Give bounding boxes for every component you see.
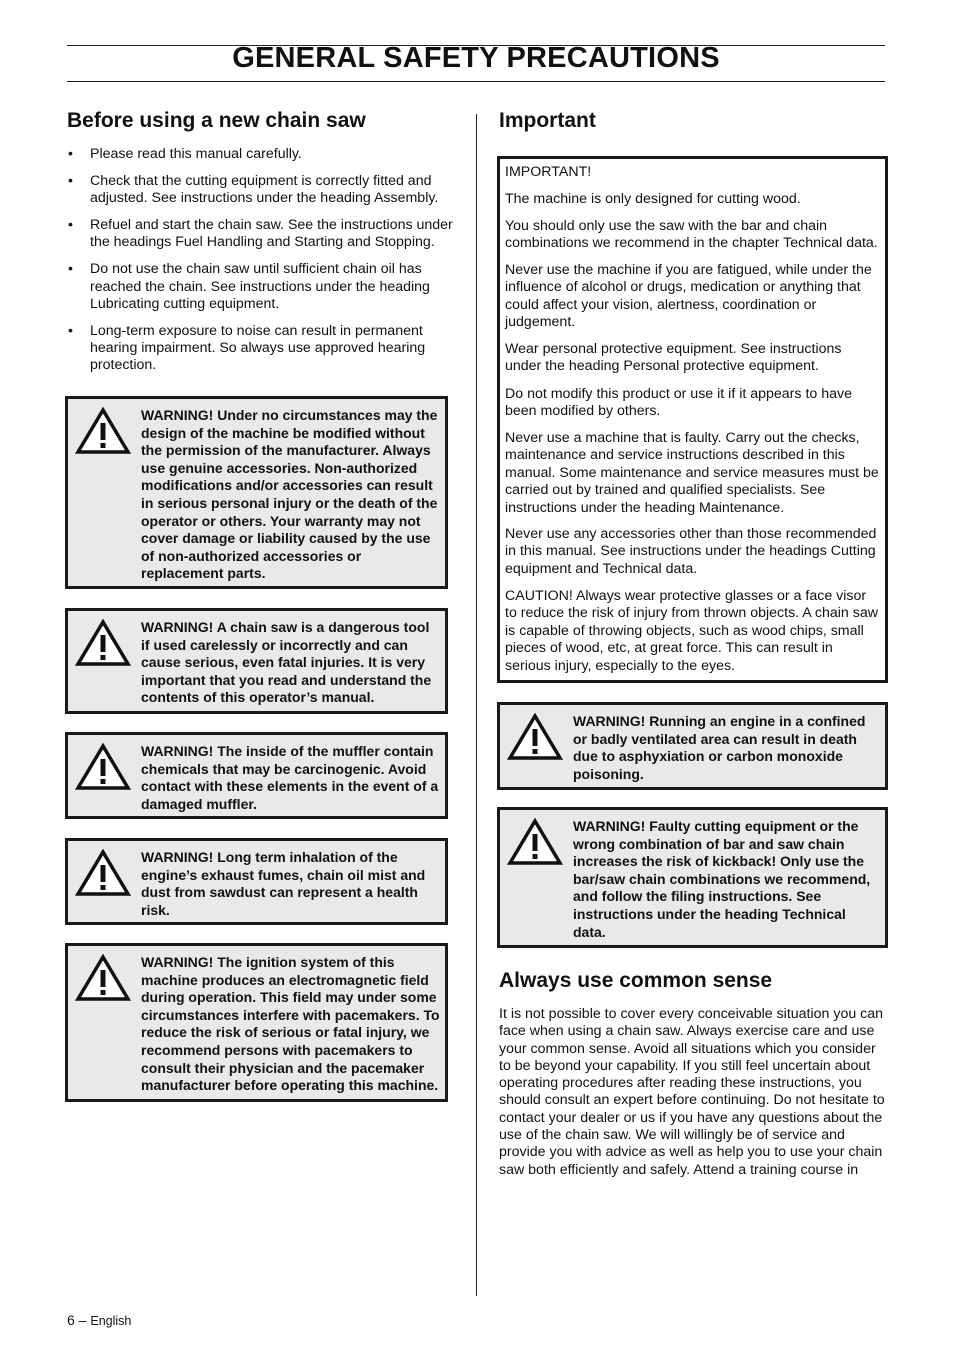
important-paragraph: CAUTION! Always wear protective glasses or a face visor to reduce the risk of injury from thrown objects. A chain saw is capable of throwing objects, such as wood chips, small pieces of wood, etc, at great force. This can result in serious injury, especially to the eyes. (505, 588, 878, 674)
warning-text: WARNING! Long term inhalation of the engine’s exhaust fumes, chain oil mist and dust from sawdust can represent a health risk. (141, 849, 426, 918)
footer-language: English (90, 1314, 132, 1328)
important-paragraph: Wear personal protective equipment. See instructions under the heading Personal protective equipment. (505, 341, 842, 375)
list-item: • Please read this manual carefully. (67, 146, 457, 163)
common-sense-paragraph: It is not possible to cover every conceivable situation you can face when using a chain saw. Always exercise care and use your common sense. Avoid all situations which you consider to be beyond your capability. If you still feel uncertain about operating procedures after reading these instructions, you should consult an expert before continuing. Do not hesitate to contact your dealer or us if you have any questions about the use of the chain saw. We will willingly be of service and provide you with advice as well as help you to use your chain saw both efficiently and safely. Attend a training course in (499, 1006, 885, 1178)
list-item: • Long-term exposure to noise can result in permanent hearing impairment. So always use approved hearing protection. (67, 323, 457, 375)
page-title: GENERAL SAFETY PRECAUTIONS (232, 42, 720, 74)
warning-text: WARNING! Faulty cutting equipment or the wrong combination of bar and saw chain increases the risk of kickback! Only use the bar/saw chain combinations we recommend, and follow the filing instructions. See instructions under the heading Technical data. (573, 818, 871, 940)
list-item: • Refuel and start the chain saw. See the instructions under the headings Fuel Handling and Starting and Stopping. (67, 217, 457, 252)
warning-text: WARNING! Running an engine in a confined or badly ventilated area can result in death due to asphyxiation or carbon monoxide poisoning. (573, 713, 866, 782)
page-footer (67, 1312, 131, 1328)
important-paragraph: The machine is only designed for cutting wood. (505, 191, 801, 207)
warning-triangle-icon (74, 618, 132, 668)
important-box (497, 156, 888, 683)
before-using-list (67, 146, 457, 384)
list-item: • Check that the cutting equipment is correctly fitted and adjusted. See instructions under the heading Assembly. (67, 173, 457, 208)
warning-box-muffler (65, 732, 448, 819)
warning-text: WARNING! The ignition system of this machine produces an electromagnetic field during operation. This field may under some circumstances interfere with pacemakers. To reduce the risk of serious or fatal injury, we recommend persons with pacemakers to consult their physician and the pacemaker manufacturer before operating this machine. (141, 954, 440, 1094)
warning-triangle-icon (74, 406, 132, 456)
warning-triangle-icon (74, 848, 132, 898)
warning-triangle-icon (506, 817, 564, 867)
warning-box-dangerous-tool (65, 608, 448, 714)
warning-box-pacemaker (65, 943, 448, 1102)
important-paragraph: Never use a machine that is faulty. Carry out the checks, maintenance and service instructions described in this manual. Some maintenance and service measures must be carried out by trained and qualified specialists. See instructions under the heading Maintenance. (505, 430, 879, 516)
warning-triangle-icon (506, 712, 564, 762)
warning-text: WARNING! The inside of the muffler contain chemicals that may be carcinogenic. Avoid contact with these elements in the event of a damaged muffler. (141, 743, 439, 812)
warning-box-modification (65, 396, 448, 589)
warning-text: WARNING! A chain saw is a dangerous tool if used carelessly or incorrectly and can cause serious, even fatal injuries. It is very important that you read and understand the contents of this operator’s manual. (141, 619, 432, 706)
important-paragraph: Never use the machine if you are fatigued, while under the influence of alcohol or drugs, medication or anything that could affect your vision, alertness, coordination or judgement. (505, 262, 872, 331)
warning-triangle-icon (74, 742, 132, 792)
warning-box-exhaust (65, 838, 448, 925)
heading-before-using: Before using a new chain saw (67, 109, 366, 132)
important-paragraph: You should only use the saw with the bar and chain combinations we recommend in the chapter Technical data. (505, 218, 878, 252)
warning-box-kickback (497, 807, 888, 948)
warning-box-confined-area (497, 702, 888, 790)
heading-common-sense: Always use common sense (499, 969, 773, 992)
title-rule-bottom (67, 81, 885, 82)
warning-triangle-icon (74, 953, 132, 1003)
heading-important: Important (499, 109, 596, 132)
warning-text: WARNING! Under no circumstances may the design of the machine be modified without the permission of the manufacturer. Always use genuine accessories. Non-authorized modifications and/or accessories can result in serious personal injury or the death of the operator or others. Your warranty may not cover damage or liability caused by the use of non-authorized accessories or replacement parts. (141, 407, 438, 582)
column-divider (476, 114, 477, 1296)
important-label: IMPORTANT! (505, 164, 592, 180)
important-paragraph: Never use any accessories other than those recommended in this manual. See instructions under the headings Cutting equipment and Technical data. (505, 526, 877, 577)
page-number: 6 – (67, 1312, 87, 1328)
important-paragraph: Do not modify this product or use it if it appears to have been modified by others. (505, 386, 852, 420)
list-item: • Do not use the chain saw until sufficient chain oil has reached the chain. See instructions under the heading Lubricating cutting equipment. (67, 261, 457, 313)
